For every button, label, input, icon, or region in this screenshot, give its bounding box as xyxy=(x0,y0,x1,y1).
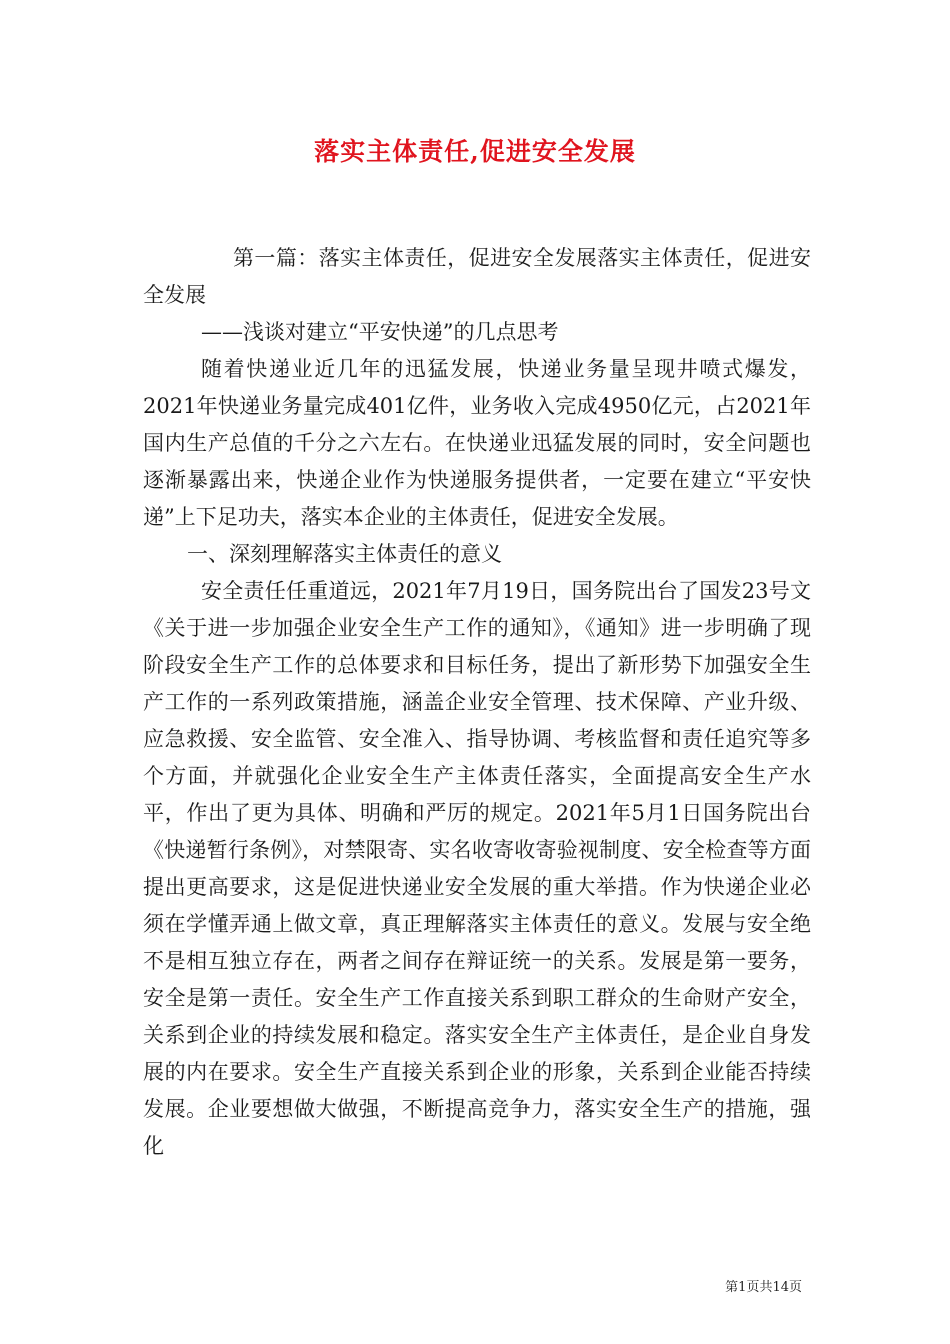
paragraph-intro: 随着快递业近几年的迅猛发展，快递业务量呈现井喷式爆发，2021年快递业务量完成401亿件，业务收入完成4950亿元，占2021年国内生产总值的千分之六左右。在快递业迅猛发展的同时，安全问题也逐渐暴露出来，快递企业作为快递服务提供者，一定要在建立“平安快递”上下足功夫，落实本企业的主体责任，促进安全发展。 xyxy=(143,357,811,529)
paragraph-subtitle: ——浅谈对建立“平安快递”的几点思考 xyxy=(201,320,559,344)
document-title: 落实主体责任,促进安全发展 xyxy=(314,137,636,166)
paragraph-heading: 第一篇：落实主体责任，促进安全发展落实主体责任，促进安全发展 xyxy=(143,246,811,307)
paragraph-body: 安全责任任重道远，2021年7月19日，国务院出台了国发23号文《关于进一步加强企业安全生产工作的通知》，《通知》进一步明确了现阶段安全生产工作的总体要求和目标任务，提出了新形势下加强安全生产工作的一系列政策措施，涵盖企业安全管理、技术保障、产业升级、应急救援、安全监管、安全准入、指导协调、考核监督和责任追究等多个方面，并就强化企业安全生产主体责任落实，全面提高安全生产水平，作出了更为具体、明确和严厉的规定。2021年5月1日国务院出台《快递暂行条例》，对禁限寄、实名收寄收寄验视制度、安全检查等方面提出更高要求，这是促进快递业安全发展的重大举措。作为快递企业必须在学懂弄通上做文章，真正理解落实主体责任的意义。发展与安全绝不是相互独立存在，两者之间存在辩证统一的关系。发展是第一要务，安全是第一责任。安全生产工作直接关系到职工群众的生命财产安全，关系到企业的持续发展和稳定。落实安全生产主体责任，是企业自身发展的内在要求。安全生产直接关系到企业的形象，关系到企业能否持续发展。企业要想做大做强，不断提高竞争力，落实安全生产的措施，强化 xyxy=(143,579,811,1158)
section-heading: 一、深刻理解落实主体责任的意义 xyxy=(187,542,502,566)
page-number: 第1页共14页 xyxy=(725,1280,802,1295)
document-body xyxy=(143,240,811,1165)
